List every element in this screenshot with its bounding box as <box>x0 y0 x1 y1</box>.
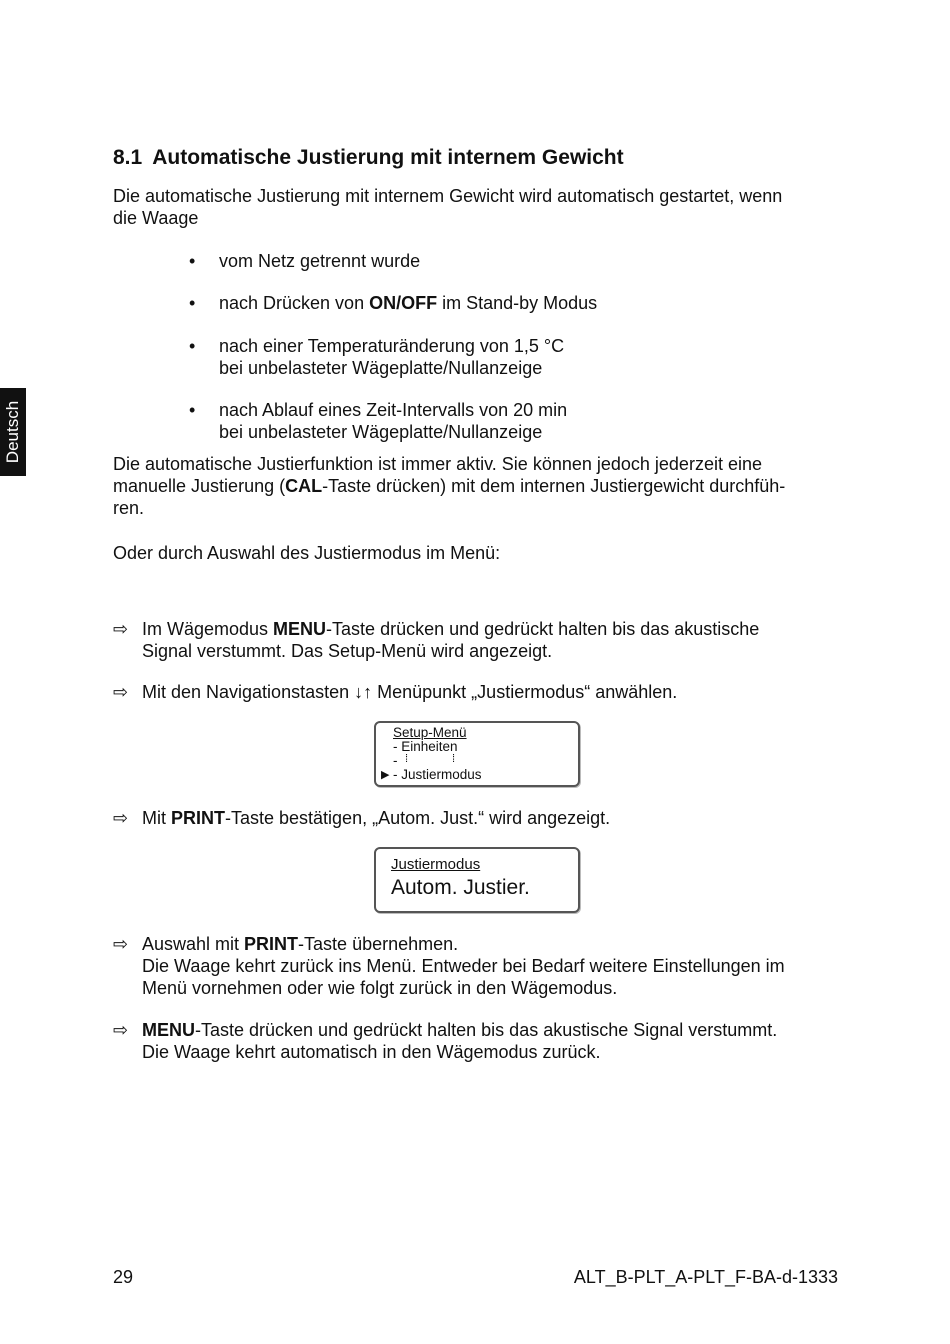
display-line: - Einheiten <box>393 739 458 754</box>
section-heading <box>113 145 624 171</box>
document-code: ALT_B-PLT_A-PLT_F-BA-d-1333 <box>573 1267 838 1287</box>
navigation-keys-icon: ↓↑ <box>354 682 373 702</box>
step-line <box>142 807 842 829</box>
display-title: Justiermodus <box>391 856 481 873</box>
step-item <box>0 807 950 829</box>
intro-paragraph <box>113 185 843 229</box>
auto-calibration-paragraph <box>113 453 843 519</box>
arrow-right-icon: ⇨ <box>113 682 129 702</box>
list-item-line: nach Ablauf eines Zeit-Intervalls von 20 min <box>219 400 568 420</box>
display-setup-menu <box>374 721 580 787</box>
text-run: Im Wägemodus <box>142 619 274 639</box>
menu-intro-paragraph: Oder durch Auswahl des Justiermodus im Menü: <box>113 543 501 563</box>
text-run: nach Drücken von <box>219 293 370 313</box>
text-run: -Taste übernehmen. <box>298 934 459 954</box>
display-line: - Justiermodus <box>393 767 482 782</box>
step-item <box>0 681 950 703</box>
step-line: Menü vornehmen oder wie folgt zurück in den Wägemodus. <box>142 978 618 998</box>
key-label: CAL <box>285 476 323 496</box>
text-run: im Stand-by Modus <box>437 293 598 313</box>
list-item-line: nach einer Temperaturänderung von 1,5 °C <box>219 336 565 356</box>
step-line <box>142 1019 842 1041</box>
arrow-right-icon: ⇨ <box>113 1020 129 1040</box>
key-label: ON/OFF <box>369 293 438 313</box>
list-item <box>0 292 950 314</box>
list-item <box>0 335 950 379</box>
text-run: -Taste drücken und gedrückt halten bis das akustische <box>326 619 760 639</box>
step-line: Die Waage kehrt zurück ins Menü. Entweder bei Bedarf weitere Einstellungen im <box>142 956 785 976</box>
paragraph-line: Die automatische Justierfunktion ist immer aktiv. Sie können jedoch jederzeit eine <box>113 454 762 474</box>
step-item <box>0 618 950 662</box>
key-label: PRINT <box>244 934 299 954</box>
section-number: 8.1 <box>113 146 143 169</box>
text-run: manuelle Justierung ( <box>113 476 286 496</box>
arrow-right-icon: ⇨ <box>113 808 129 828</box>
display-title: Setup-Menü <box>393 725 467 740</box>
display-line: - <box>393 753 398 768</box>
list-item-text <box>219 292 819 314</box>
step-line <box>142 681 842 703</box>
ellipsis-dots-icon: ⁞ <box>405 753 409 765</box>
key-label: MENU <box>142 1020 195 1040</box>
step-line: Die Waage kehrt automatisch in den Wägemodus zurück. <box>142 1042 601 1062</box>
paragraph-line <box>113 475 843 497</box>
step-line <box>142 618 842 640</box>
step-item <box>0 1019 950 1063</box>
list-item-line: bei unbelasteter Wägeplatte/Nullanzeige <box>219 358 543 378</box>
bullet-icon: • <box>189 293 196 313</box>
step-line <box>142 933 842 955</box>
text-run: -Taste drücken) mit dem internen Justiergewicht durchfüh- <box>322 476 786 496</box>
intro-line-2: die Waage <box>113 208 199 228</box>
text-run: Mit den Navigationstasten <box>142 682 355 702</box>
list-item-text <box>219 335 819 379</box>
list-item <box>0 250 950 272</box>
step-text <box>142 681 842 703</box>
bullet-icon: • <box>189 400 196 420</box>
page-number: 29 <box>113 1267 134 1287</box>
ellipsis-dots-icon: ⁞ <box>452 753 456 765</box>
text-run: Auswahl mit <box>142 934 245 954</box>
key-label: PRINT <box>171 808 225 828</box>
key-label: MENU <box>273 619 327 639</box>
text-run: -Taste bestätigen, „Autom. Just.“ wird angezeigt. <box>225 808 611 828</box>
selection-pointer-icon: ▶ <box>381 769 390 781</box>
bullet-icon: • <box>189 336 196 356</box>
language-tab-label: Deutsch <box>3 400 22 464</box>
text-run: -Taste drücken und gedrückt halten bis das akustische Signal verstummt. <box>195 1020 778 1040</box>
bullet-icon: • <box>189 251 196 271</box>
step-line: Signal verstummt. Das Setup-Menü wird angezeigt. <box>142 641 553 661</box>
intro-line-1: Die automatische Justierung mit internem Gewicht wird automatisch gestartet, wenn <box>113 186 783 206</box>
paragraph-line: ren. <box>113 498 145 518</box>
step-text <box>142 618 842 662</box>
list-item <box>0 399 950 443</box>
step-text <box>142 1019 842 1063</box>
text-run: Mit <box>142 808 171 828</box>
arrow-right-icon: ⇨ <box>113 934 129 954</box>
text-run: Menüpunkt „Justiermodus“ anwählen. <box>372 682 678 702</box>
list-item-text <box>219 399 819 443</box>
display-value: Autom. Justier. <box>391 876 530 899</box>
step-item <box>0 933 950 999</box>
section-title: Automatische Justierung mit internem Gewicht <box>152 146 624 169</box>
step-text <box>142 807 842 829</box>
arrow-right-icon: ⇨ <box>113 619 129 639</box>
list-item-line: bei unbelasteter Wägeplatte/Nullanzeige <box>219 422 543 442</box>
list-item-text: vom Netz getrennt wurde <box>219 251 421 271</box>
step-text <box>142 933 842 999</box>
display-calibration-mode <box>374 847 580 913</box>
